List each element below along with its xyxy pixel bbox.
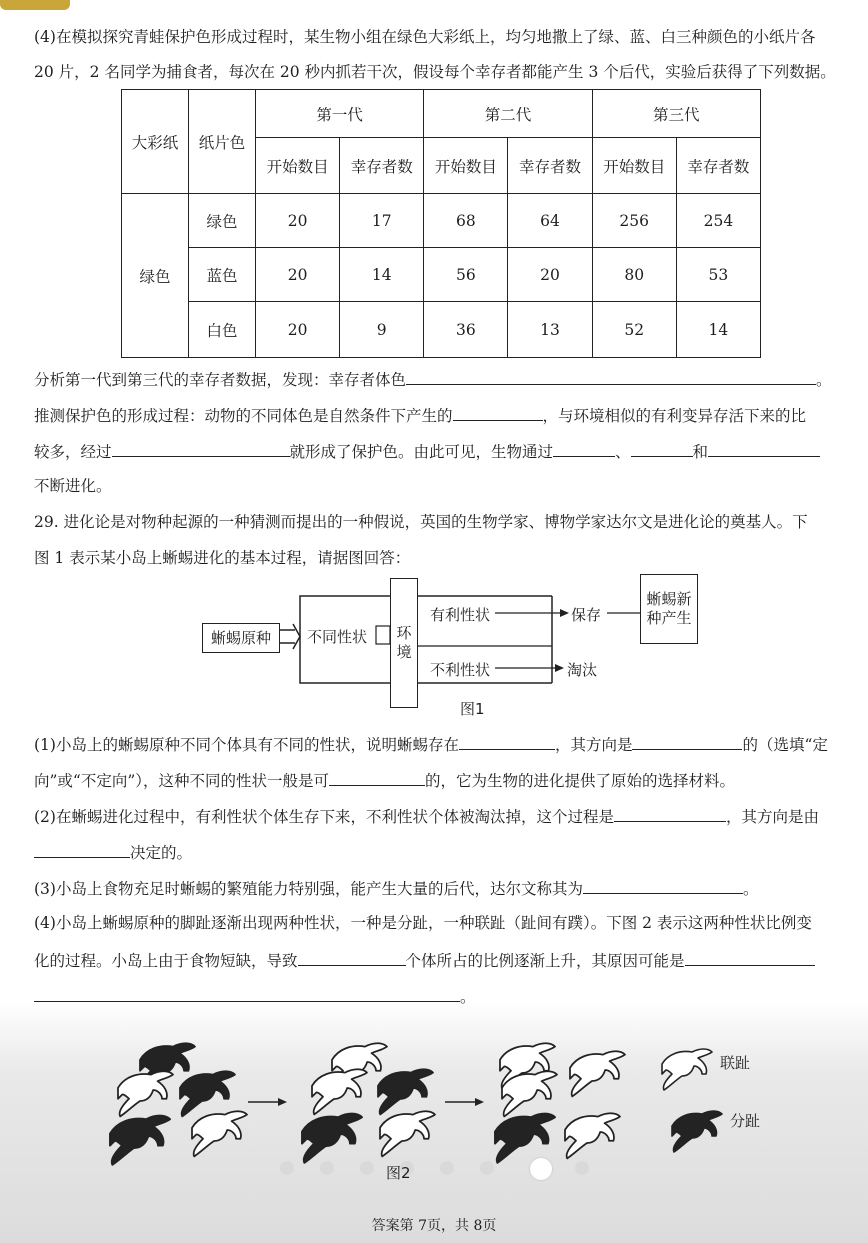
lizard-webbed-toe: [380, 1111, 435, 1156]
table-row: [122, 248, 761, 302]
environment-label: 环境: [396, 624, 412, 661]
legend-webbed-lizard: [662, 1049, 712, 1090]
favorable-trait-label: 有利性状: [430, 606, 491, 624]
table-row: [122, 194, 761, 248]
arrow-2-head: [475, 1098, 484, 1106]
text: ，其方向是: [554, 736, 633, 754]
answer-blank: [583, 877, 743, 894]
lizard-split-toe: [110, 1116, 170, 1165]
table-cell: 20: [508, 248, 592, 302]
sub-start: 开始数目: [592, 138, 676, 194]
unfavorable-trait-label: 不利性状: [430, 661, 491, 679]
arrow-1-head: [278, 1098, 287, 1106]
text: 化的过程。小岛上由于食物短缺，导致: [34, 952, 298, 970]
text: 分析第一代到第三代的幸存者数据，发现：幸存者体色: [34, 371, 407, 389]
lizard-split-toe: [378, 1069, 433, 1114]
figure-2-caption: 图2: [386, 1164, 411, 1182]
table-row: [122, 302, 761, 358]
figure-1-caption: 图1: [460, 700, 485, 718]
answer-blank: [685, 949, 815, 966]
text: (2)在蜥蜴进化过程中，有利性状个体生存下来，不利性状个体被淘汰掉，这个过程是: [34, 808, 614, 826]
table-cell: 256: [592, 194, 676, 248]
page-dot[interactable]: [360, 1161, 374, 1175]
new-species-label: 蜥蜴新种产生: [646, 590, 692, 627]
sub-survivor: 幸存者数: [340, 138, 424, 194]
text: 推测保护色的形成过程：动物的不同体色是自然条件下产生的: [34, 407, 453, 425]
table-cell: 64: [508, 194, 592, 248]
header-paper: 大彩纸: [122, 90, 189, 194]
page-dot[interactable]: [480, 1161, 494, 1175]
table-cell: 20: [256, 302, 340, 358]
lizard-webbed-toe: [570, 1051, 625, 1096]
header-gen-3: 第三代: [592, 90, 760, 138]
answer-blank: [708, 440, 820, 457]
lizard-webbed-toe: [312, 1069, 367, 1114]
text: (3)小岛上食物充足时蜥蜴的繁殖能力特别强，能产生大量的后代，达尔文称其为: [34, 880, 583, 898]
eliminate-label: 淘汰: [567, 661, 598, 679]
q29-line-2: 图 1 表示某小岛上蜥蜴进化的基本过程，请据图回答：: [34, 549, 411, 567]
header-gen-2: 第二代: [424, 90, 592, 138]
page-footer: 答案第 7页，共 8页: [371, 1218, 497, 1234]
sub4-line-1: (4)小岛上蜥蜴原种的脚趾逐渐出现两种性状，一种是分趾，一种联趾（趾间有蹼）。下图 2 表示这两种性状比例变: [34, 914, 812, 932]
table-cell: 9: [340, 302, 424, 358]
table-cell: 56: [424, 248, 508, 302]
text: 的（选填“定: [742, 736, 828, 754]
answer-blank: [614, 805, 726, 822]
page-indicator[interactable]: [280, 1158, 600, 1178]
lizard-split-toe: [180, 1071, 235, 1116]
text: 决定的。: [130, 844, 193, 862]
legend-split-lizard: [672, 1111, 722, 1152]
table-cell: 13: [508, 302, 592, 358]
answer-blank: [112, 440, 290, 457]
table-cell: 68: [424, 194, 508, 248]
analysis-line-1: [34, 368, 832, 390]
table-cell: 80: [592, 248, 676, 302]
lizard-split-toe: [302, 1114, 362, 1163]
text: 。: [742, 880, 759, 898]
analysis-line-2: [34, 404, 806, 426]
lizard-split-toe: [495, 1114, 555, 1163]
chip-color: 绿色: [189, 194, 256, 248]
page-dot[interactable]: [440, 1161, 454, 1175]
table-cell: 14: [340, 248, 424, 302]
preserve-label: 保存: [571, 606, 602, 624]
sub1-line-1: [34, 733, 828, 755]
environment-box: [390, 578, 418, 708]
answer-blank: [34, 985, 460, 1002]
text: ，其方向是由: [725, 808, 819, 826]
text: 。: [460, 988, 476, 1006]
figure-1-diagram: [195, 568, 705, 723]
table-cell: 20: [256, 194, 340, 248]
answer-blank: [459, 733, 555, 750]
text: 和: [692, 443, 709, 461]
table-cell: 14: [676, 302, 760, 358]
answer-blank: [329, 769, 425, 786]
header-gen-1: 第一代: [256, 90, 424, 138]
sub2-line-1: [34, 805, 819, 827]
sub-start: 开始数目: [256, 138, 340, 194]
q4-line-1: (4)在模拟探究青蛙保护色形成过程时，某生物小组在绿色大彩纸上，均匀地撒上了绿、蓝、白三种颜色的小纸片各: [34, 28, 816, 46]
text: 个体所占的比例逐渐上升，其原因可能是: [405, 952, 685, 970]
sub-survivor: 幸存者数: [508, 138, 592, 194]
answer-blank: [553, 440, 615, 457]
table-cell: 52: [592, 302, 676, 358]
sub3-line: [34, 877, 758, 899]
sub4-line-3: [34, 985, 476, 1007]
lizard-webbed-toe: [192, 1111, 247, 1156]
logo-strip: [0, 0, 70, 10]
chip-color: 白色: [189, 302, 256, 358]
text: (1)小岛上的蜥蜴原种不同个体具有不同的性状，说明蜥蜴存在: [34, 736, 459, 754]
text: 较多，经过: [34, 443, 112, 461]
q29-line-1: 29. 进化论是对物种起源的一种猜测而提出的一种假说，英国的生物学家、博物学家达尔文是进化论的奠基人。下: [34, 513, 808, 531]
text: 就形成了保护色。由此可见，生物通过: [289, 443, 554, 461]
header-chip: 纸片色: [189, 90, 256, 194]
page-dot[interactable]: [575, 1161, 589, 1175]
text: 的，它为生物的进化提供了原始的选择材料。: [425, 772, 736, 790]
traits-label: 不同性状: [307, 628, 368, 646]
paper-color-cell: 绿色: [122, 194, 189, 358]
text: 、: [615, 443, 631, 461]
table-cell: 17: [340, 194, 424, 248]
q4-line-2: 20 片，2 名同学为捕食者，每次在 20 秒内抓若干次，假设每个幸存者都能产生 3 个后代，实验后获得了下列数据。: [34, 63, 836, 81]
answer-blank: [631, 440, 693, 457]
origin-species-box: 蜥蜴原种: [202, 623, 280, 653]
answer-blank: [34, 841, 130, 858]
sub4-line-2: [34, 949, 815, 971]
page-dot[interactable]: [280, 1161, 294, 1175]
analysis-line-4: 不断进化。: [34, 477, 112, 495]
table-cell: 254: [676, 194, 760, 248]
chip-color: 蓝色: [189, 248, 256, 302]
answer-blank: [406, 368, 816, 385]
analysis-line-3: [34, 440, 820, 462]
text: 。: [816, 371, 832, 389]
table-cell: 36: [424, 302, 508, 358]
lizard-webbed-toe: [565, 1113, 620, 1158]
answer-blank: [453, 404, 543, 421]
text: ，与环境相似的有利变异存活下来的比: [542, 407, 807, 425]
lizard-webbed-toe: [118, 1071, 173, 1116]
sub-survivor: 幸存者数: [676, 138, 760, 194]
legend-split-label: 分趾: [730, 1112, 761, 1130]
table-cell: 53: [676, 248, 760, 302]
page-dot[interactable]: [320, 1161, 334, 1175]
legend-webbed-label: 联趾: [720, 1054, 751, 1072]
sub-start: 开始数目: [424, 138, 508, 194]
survival-data-table: [121, 89, 761, 358]
answer-blank: [632, 733, 742, 750]
table-cell: 20: [256, 248, 340, 302]
sub1-line-2: [34, 769, 735, 791]
answer-blank: [298, 949, 406, 966]
text: 向”或“不定向”），这种不同的性状一般是可: [34, 772, 330, 790]
page-dot-active[interactable]: [530, 1158, 552, 1180]
new-species-box: [640, 574, 698, 644]
sub2-line-2: [34, 841, 192, 863]
